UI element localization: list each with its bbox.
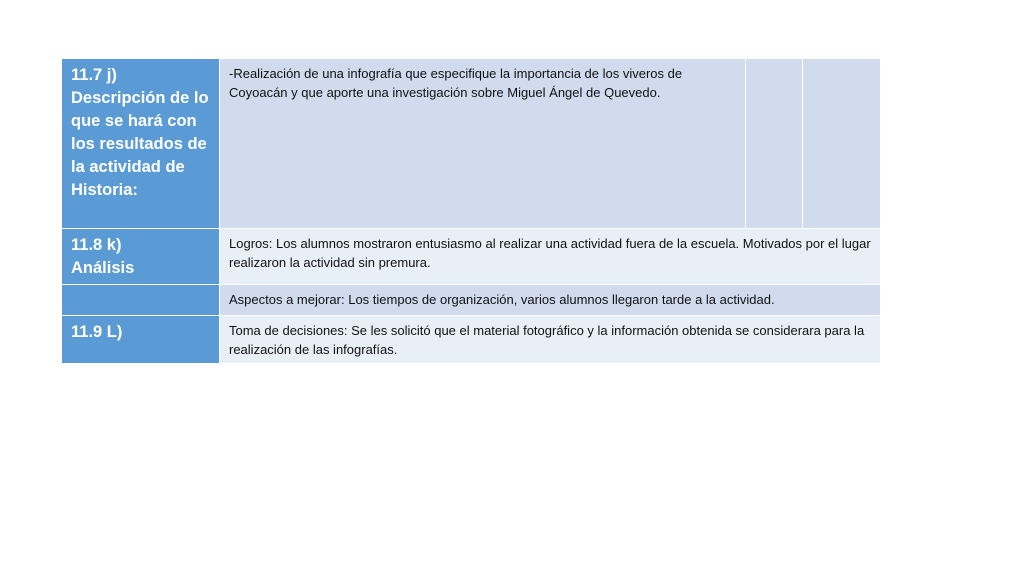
row-header-line: que se hará con xyxy=(71,112,197,130)
table-row xyxy=(62,229,881,285)
row-header-line: 11.8 k) xyxy=(71,236,122,254)
empty-cell xyxy=(803,59,881,229)
toma-decisiones-cell: Toma de decisiones: Se les solicitó que el material fotográfico y la información obtenida se considerara para la realización de las infografías. xyxy=(220,316,881,364)
table-row xyxy=(62,59,881,229)
row-header-empty xyxy=(62,285,220,316)
table-row xyxy=(62,316,881,364)
aspectos-mejorar-cell: Aspectos a mejorar: Los tiempos de organización, varios alumnos llegaron tarde a la actividad. xyxy=(220,285,881,316)
infografia-description-cell: -Realización de una infografía que especifique la importancia de los viveros de Coyoacán y que aporte una investigación sobre Miguel Ángel de Quevedo. xyxy=(220,59,746,229)
row-header-line: Historia: xyxy=(71,181,138,199)
row-header-line: 11.7 j) xyxy=(71,66,117,84)
results-table xyxy=(61,58,881,364)
row-header-line: la actividad de xyxy=(71,158,185,176)
row-header-11-8 xyxy=(62,229,220,285)
row-header-11-7 xyxy=(62,59,220,229)
empty-cell xyxy=(746,59,803,229)
logros-cell: Logros: Los alumnos mostraron entusiasmo al realizar una actividad fuera de la escuela. Motivados por el lugar realizaron la actividad sin premura. xyxy=(220,229,881,285)
row-header-11-9 xyxy=(62,316,220,364)
row-header-line: 11.9 L) xyxy=(71,323,123,341)
row-header-line: Análisis xyxy=(71,259,135,277)
table-row xyxy=(62,285,881,316)
row-header-line: los resultados de xyxy=(71,135,207,153)
row-header-line: Descripción de lo xyxy=(71,89,209,107)
